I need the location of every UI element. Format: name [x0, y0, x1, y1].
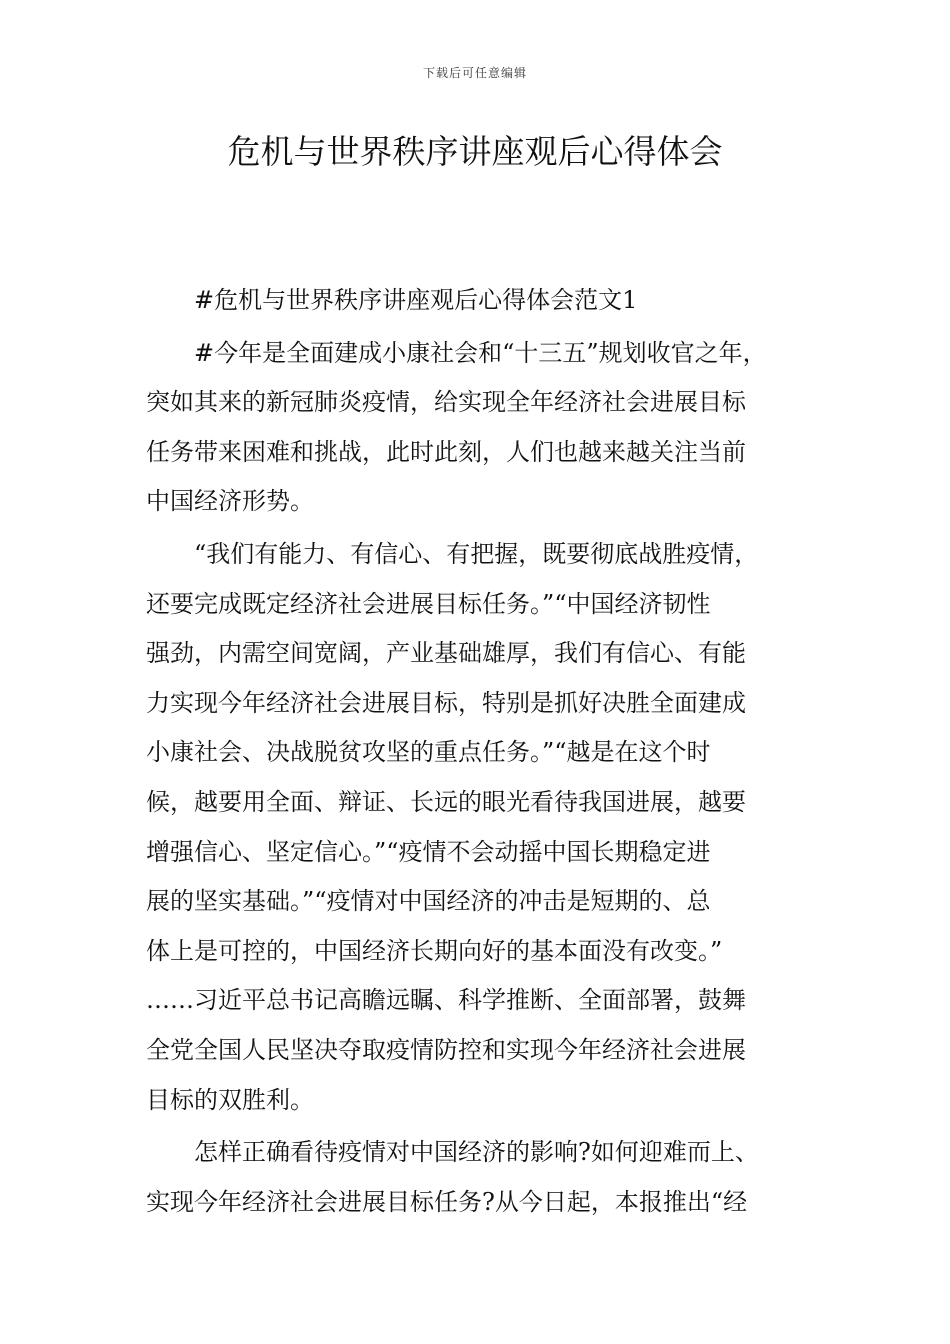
- paragraph: “我们有能力、有信心、有把握，既要彻底战胜疫情， 还要完成既定经济社会进展目标任务。”“中国经济韧性 强劲，内需空间宽阔，产业基础雄厚，我们有信心、有能 力实现今年经济社会进展目标，特别是抓好决胜全面建成 小康社会、决战脱贫攻坚的重点任务。”“越是在这个时 候，越要用全面、辩证、长远的眼光看待我国进展，越要 增强信心、坚定信心。”“疫情不会动摇中国长期稳定进 展的坚实基础。”“疫情对中国经济的冲击是短期的、总 体上是可控的，中国经济长期向好的基本面没有改变。” ……习近平总书记高瞻远瞩、科学推断、全面部署，鼓舞 全党全国人民坚决夺取疫情防控和实现今年经济社会进展 目标的双胜利。: [146, 539, 759, 1114]
- paragraph: 怎样正确看待疫情对中国经济的影响?如何迎难而上、 实现今年经济社会进展目标任务?从今日起，本报推出“经: [146, 1138, 759, 1216]
- document-body: [146, 276, 836, 1227]
- paragraph: #今年是全面建成小康社会和“十三五”规划收官之年， 突如其来的新冠肺炎疫情，给实现全年经济社会进展目标 任务带来困难和挑战，此时此刻，人们也越来越关注当前 中国经济形势。: [146, 338, 767, 516]
- document-title: 危机与世界秩序讲座观后心得体会: [227, 132, 723, 171]
- paragraph-heading: #危机与世界秩序讲座观后心得体会范文1: [194, 286, 638, 314]
- header-note: 下载后可任意编辑: [422, 66, 527, 80]
